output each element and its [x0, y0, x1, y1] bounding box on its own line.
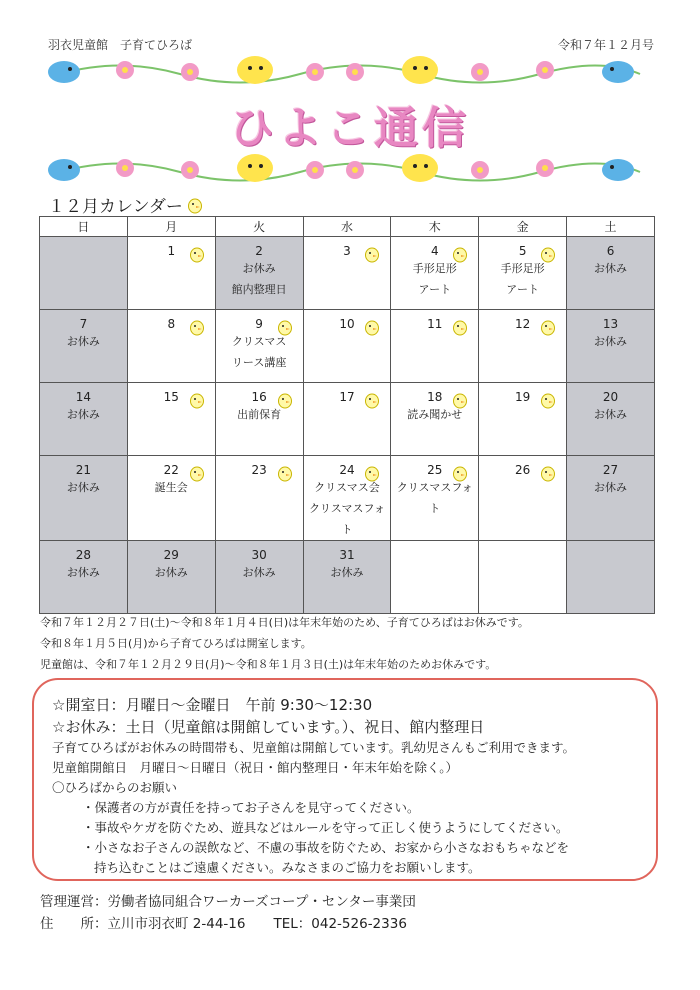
weekday-sun: 日 [40, 217, 128, 237]
calendar-week-row [40, 383, 655, 456]
bird-icon [602, 61, 634, 83]
calendar-day-cell [127, 541, 215, 614]
calendar-day-cell [40, 456, 128, 541]
request-item: ・小さなお子さんの誤飲など、不慮の事故を防ぐため、お家から小さなおもちゃなどを [82, 840, 570, 855]
chick-icon [189, 318, 205, 336]
opening-days: ☆開室日：月曜日～金曜日 午前 9:30～12:30 [52, 696, 373, 714]
calendar-day-cell [479, 541, 567, 614]
day-event: リース講座 [231, 356, 287, 369]
calendar-day-cell [303, 456, 391, 541]
calendar-day-cell [479, 383, 567, 456]
day-event: アート [506, 283, 539, 296]
phone-number: TEL：042-526-2336 [273, 916, 407, 932]
day-event: 読み聞かせ [407, 408, 463, 421]
chick-icon [540, 245, 556, 263]
day-number: 13 [602, 317, 619, 331]
chick-icon [364, 391, 380, 409]
day-number: 3 [343, 244, 351, 258]
flower-icon [116, 61, 134, 79]
day-event: お休み [594, 481, 628, 494]
day-number: 10 [339, 317, 355, 331]
day-event: お休み [66, 481, 100, 494]
flower-icon [181, 63, 199, 81]
calendar-day-cell [391, 310, 479, 383]
issue-date: 令和７年１２月号 [557, 38, 654, 52]
flower-icon [306, 161, 324, 179]
day-number: 17 [339, 390, 355, 404]
flower-icon [536, 159, 554, 177]
chick-icon [189, 245, 205, 263]
info-line: 児童館開館日 月曜日～日曜日（祝日・館内整理日・年末年始を除く。） [52, 760, 459, 775]
day-number: 20 [602, 390, 619, 404]
calendar-day-cell [40, 237, 128, 310]
day-number: 25 [427, 463, 443, 477]
day-number: 16 [251, 390, 267, 404]
chick-icon [189, 391, 205, 409]
chick-icon [402, 56, 438, 84]
day-number: 7 [79, 317, 88, 331]
day-number: 18 [427, 390, 443, 404]
calendar-day-cell [127, 456, 215, 541]
chick-icon [452, 464, 468, 482]
day-number: 23 [251, 463, 267, 477]
day-event: 誕生会 [154, 481, 188, 494]
calendar-week-row [40, 541, 655, 614]
bird-icon [48, 159, 80, 181]
weekday-header-row [40, 217, 655, 237]
calendar-day-cell [215, 541, 303, 614]
notes-section [40, 612, 529, 675]
day-number: 12 [515, 317, 531, 331]
flower-icon [471, 63, 489, 81]
calendar-day-cell [567, 383, 655, 456]
day-event: お休み [66, 566, 100, 579]
day-number: 5 [518, 244, 527, 258]
calendar-day-cell [40, 541, 128, 614]
calendar-day-cell [567, 456, 655, 541]
calendar-day-cell [391, 237, 479, 310]
day-number: 22 [163, 463, 179, 477]
note-line: 令和８年１月５日(月)から子育てひろばは開室します。 [40, 637, 312, 650]
day-number: 4 [430, 244, 439, 258]
day-event: クリスマスフォト [308, 502, 385, 536]
management-org: 労働者協同組合ワーカーズコープ・センター事業団 [107, 894, 416, 910]
day-event: お休み [242, 566, 276, 579]
chick-icon [364, 245, 380, 263]
address-value: 立川市羽衣町 2-44-16 [107, 916, 246, 932]
day-event: お休み [330, 566, 364, 579]
note-line: 児童館は、令和７年１２月２９日(月)～令和８年１月３日(土)は年末年始のためお休みです。 [40, 658, 497, 671]
day-event: お休み [594, 408, 628, 421]
chick-icon [402, 154, 438, 182]
calendar-week-row [40, 456, 655, 541]
weekday-tue: 火 [215, 217, 303, 237]
calendar-day-cell [215, 237, 303, 310]
weekday-wed: 水 [303, 217, 391, 237]
calendar-table [39, 216, 655, 614]
day-event: 出前保育 [237, 408, 282, 421]
day-event: クリスマス [231, 335, 287, 348]
calendar-week-row [40, 310, 655, 383]
day-event: お休み [66, 408, 100, 421]
bird-icon [48, 61, 80, 83]
day-number: 31 [339, 548, 355, 562]
chick-icon [452, 245, 468, 263]
management-label: 管理運営： [40, 894, 108, 910]
day-event: お休み [594, 335, 628, 348]
info-box [32, 678, 658, 881]
calendar-week-row [40, 237, 655, 310]
chick-icon [187, 196, 203, 214]
bird-icon [602, 159, 634, 181]
calendar-day-cell [303, 237, 391, 310]
day-event: お休み [242, 262, 276, 275]
day-number: 24 [339, 463, 355, 477]
address-label: 住 所： [40, 916, 108, 932]
calendar-day-cell [215, 383, 303, 456]
day-event: お休み [66, 335, 100, 348]
flower-icon [181, 161, 199, 179]
publisher-name: 羽衣児童館 子育てひろば [48, 38, 193, 52]
calendar-day-cell [127, 310, 215, 383]
calendar-day-cell [40, 310, 128, 383]
chick-icon [364, 318, 380, 336]
day-event: お休み [594, 262, 628, 275]
calendar-day-cell [215, 456, 303, 541]
chick-icon [277, 318, 293, 336]
day-number: 15 [163, 390, 179, 404]
day-number: 8 [167, 317, 176, 331]
info-line: 子育てひろばがお休みの時間帯も、児童館は開館しています。乳幼児さんもご利用できます。 [52, 740, 576, 755]
flower-icon [471, 161, 489, 179]
footer-management [40, 890, 416, 910]
closed-days: ☆お休み：土日（児童館は開館しています。）、祝日、館内整理日 [52, 718, 485, 736]
calendar-day-cell [303, 383, 391, 456]
newsletter-title: ひよこ通信 [230, 103, 470, 154]
weekday-fri: 金 [479, 217, 567, 237]
day-number: 19 [515, 390, 531, 404]
weekday-thu: 木 [391, 217, 479, 237]
chick-icon [540, 318, 556, 336]
day-number: 9 [255, 317, 263, 331]
flower-icon [346, 161, 364, 179]
chick-icon [452, 391, 468, 409]
calendar-heading-text: １２月カレンダー [48, 197, 183, 217]
footer-address [40, 912, 407, 932]
calendar-day-cell [567, 541, 655, 614]
flower-icon [536, 61, 554, 79]
day-number: 14 [75, 390, 92, 404]
day-number: 26 [515, 463, 531, 477]
day-number: 11 [427, 317, 443, 331]
chick-icon [364, 464, 380, 482]
calendar-day-cell [40, 383, 128, 456]
calendar-day-cell [567, 237, 655, 310]
calendar-day-cell [391, 541, 479, 614]
day-event: クリスマスフォト [396, 481, 473, 515]
request-item-continued: 持ち込むことはご遠慮ください。みなさまのご協力をお願いします。 [94, 860, 481, 875]
calendar-day-cell [479, 310, 567, 383]
calendar-day-cell [215, 310, 303, 383]
flower-icon [306, 63, 324, 81]
day-event: お休み [154, 566, 188, 579]
day-number: 27 [602, 463, 619, 477]
flower-icon [116, 159, 134, 177]
request-item: ・事故やケガを防ぐため、遊具などはルールを守って正しく使うようにしてください。 [82, 820, 569, 835]
decorative-garland-top [40, 52, 660, 92]
info-line: 〇ひろばからのお願い [52, 780, 178, 795]
day-event: 手形足形 [500, 262, 545, 275]
calendar-day-cell [303, 541, 391, 614]
request-item: ・保護者の方が責任を持ってお子さんを見守ってください。 [82, 800, 420, 815]
day-number: 29 [163, 548, 179, 562]
chick-icon [540, 464, 556, 482]
chick-icon [237, 154, 273, 182]
calendar-day-cell [479, 456, 567, 541]
day-event: アート [418, 283, 452, 296]
chick-icon [189, 464, 205, 482]
chick-icon [237, 56, 273, 84]
day-event: 手形足形 [412, 262, 457, 275]
calendar-day-cell [127, 383, 215, 456]
day-number: 30 [251, 548, 267, 562]
weekday-sat: 土 [567, 217, 655, 237]
chick-icon [277, 464, 293, 482]
note-line: 令和７年１２月２７日(土)～令和８年１月４日(日)は年末年始のため、子育てひろばはお休みです。 [40, 616, 529, 629]
calendar-day-cell [567, 310, 655, 383]
chick-icon [277, 391, 293, 409]
chick-icon [540, 391, 556, 409]
day-number: 21 [75, 463, 92, 477]
chick-icon [452, 318, 468, 336]
decorative-garland-bottom [40, 150, 660, 190]
day-number: 1 [167, 244, 176, 258]
flower-icon [346, 63, 364, 81]
day-number: 2 [255, 244, 263, 258]
day-event: 館内整理日 [231, 283, 287, 296]
calendar-day-cell [303, 310, 391, 383]
day-number: 6 [606, 244, 615, 258]
day-number: 28 [75, 548, 92, 562]
calendar-day-cell [391, 456, 479, 541]
calendar-heading [48, 192, 203, 217]
calendar-day-cell [127, 237, 215, 310]
weekday-mon: 月 [127, 217, 215, 237]
day-event: クリスマス会 [314, 481, 380, 494]
calendar-day-cell [391, 383, 479, 456]
calendar-day-cell [479, 237, 567, 310]
